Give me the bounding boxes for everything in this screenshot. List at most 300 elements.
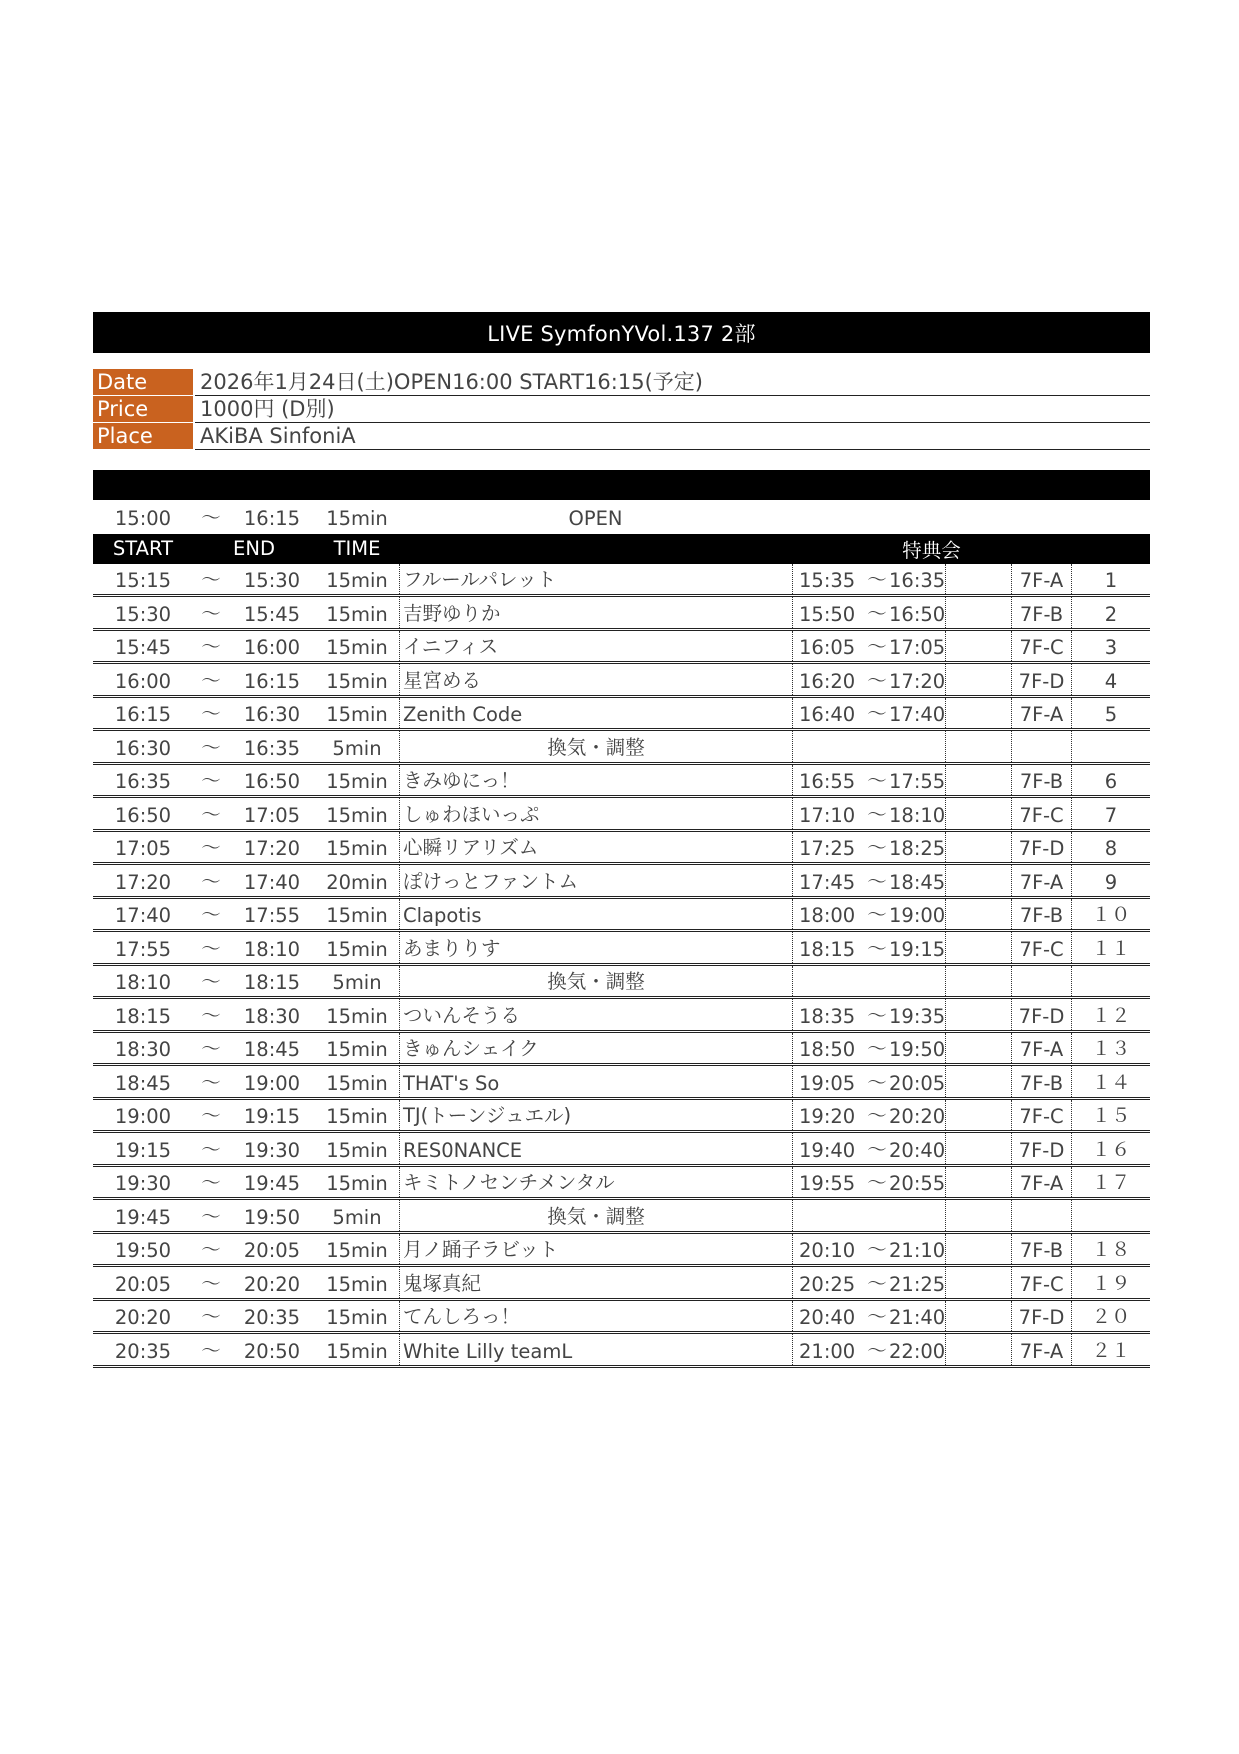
- open-row: [93, 500, 1150, 531]
- row-tokuten-end: 21:25: [889, 1272, 945, 1296]
- row-duration: 15min: [326, 837, 388, 860]
- row-gap: [945, 1066, 1011, 1097]
- row-start: 20:05: [114, 1272, 172, 1296]
- row-number: 5: [1071, 698, 1150, 729]
- row-tokuten-start: 16:20: [792, 664, 865, 695]
- row-tokuten-end: 17:20: [889, 669, 945, 693]
- row-start: 19:50: [114, 1239, 172, 1262]
- row-tokuten-tilde: [865, 1200, 889, 1231]
- row-gap: [945, 999, 1011, 1030]
- performer-name: ついんそうる: [399, 999, 792, 1030]
- row-duration: 5min: [332, 971, 382, 994]
- row-tilde: 〜: [201, 1003, 221, 1027]
- row-number: １９: [1071, 1267, 1150, 1298]
- performer-name: 心瞬リアリズム: [399, 832, 792, 863]
- performer-name: 月ノ踊子ラビット: [399, 1234, 792, 1265]
- row-tokuten-start: 16:40: [792, 698, 865, 729]
- row-tokuten-end: 17:40: [889, 703, 945, 726]
- row-room: 7F-D: [1011, 1133, 1071, 1164]
- row-number: １０: [1071, 899, 1150, 930]
- row-tokuten-tilde: 〜: [867, 1338, 887, 1362]
- table-row: [93, 765, 1150, 799]
- performer-name: 吉野ゆりか: [399, 597, 792, 628]
- row-tokuten-tilde: 〜: [867, 769, 887, 792]
- table-row: [93, 1267, 1150, 1301]
- row-duration: 5min: [332, 736, 382, 760]
- row-room: 7F-C: [1011, 631, 1071, 662]
- row-end: 18:15: [243, 971, 301, 994]
- row-tokuten-start: 15:50: [792, 597, 865, 628]
- row-end: 19:00: [243, 1071, 301, 1095]
- row-tilde: 〜: [201, 1104, 221, 1127]
- row-tokuten-tilde: 〜: [867, 1171, 887, 1194]
- info-row-date: [93, 369, 1150, 396]
- row-tokuten-tilde: 〜: [867, 668, 887, 692]
- table-row: [93, 1033, 1150, 1067]
- row-number: ２０: [1071, 1301, 1150, 1332]
- row-start: 16:00: [114, 669, 172, 693]
- row-tokuten-end: 17:05: [889, 636, 945, 659]
- row-duration: 20min: [326, 870, 388, 894]
- row-end: 19:50: [243, 1205, 301, 1229]
- row-start: 16:50: [114, 803, 172, 827]
- row-tokuten-start: [792, 1200, 865, 1231]
- row-duration: 15min: [326, 602, 388, 626]
- performer-name: ぽけっとファントム: [399, 865, 792, 896]
- row-tokuten-end: 16:35: [889, 569, 945, 592]
- row-tokuten-end: 20:40: [889, 1138, 945, 1162]
- row-number: １１: [1071, 932, 1150, 963]
- row-room: [1011, 1200, 1071, 1231]
- row-room: 7F-D: [1011, 1301, 1071, 1332]
- row-tokuten-start: 15:35: [792, 564, 865, 595]
- row-tokuten-end: 19:35: [889, 1004, 945, 1028]
- row-gap: [945, 597, 1011, 628]
- table-row: [93, 1234, 1150, 1268]
- table-row: [93, 664, 1150, 698]
- row-number: [1071, 731, 1150, 762]
- row-tilde: 〜: [201, 668, 221, 692]
- row-start: 18:10: [114, 971, 172, 994]
- row-duration: 15min: [326, 669, 388, 693]
- row-gap: [945, 832, 1011, 863]
- row-number: 9: [1071, 865, 1150, 896]
- row-room: 7F-D: [1011, 999, 1071, 1030]
- row-tokuten-tilde: 〜: [867, 903, 887, 926]
- row-room: 7F-D: [1011, 832, 1071, 863]
- row-duration: 15min: [326, 636, 388, 659]
- row-tokuten-end: 20:20: [889, 1105, 945, 1128]
- row-number: [1071, 966, 1150, 997]
- row-gap: [945, 899, 1011, 930]
- row-room: 7F-C: [1011, 1267, 1071, 1298]
- row-end: 19:30: [243, 1138, 301, 1162]
- row-tokuten-start: 18:50: [792, 1033, 865, 1064]
- performer-name: 星宮める: [399, 664, 792, 695]
- row-gap: [945, 932, 1011, 963]
- row-tokuten-tilde: [865, 966, 889, 997]
- row-tokuten-start: 19:55: [792, 1167, 865, 1198]
- row-room: 7F-A: [1011, 564, 1071, 595]
- row-room: 7F-B: [1011, 765, 1071, 796]
- table-row: [93, 1133, 1150, 1167]
- row-tilde: 〜: [201, 1137, 221, 1161]
- row-tokuten-end: 20:05: [889, 1071, 945, 1095]
- row-tokuten-end: 21:10: [889, 1239, 945, 1262]
- row-tokuten-tilde: 〜: [867, 568, 887, 591]
- row-duration: 15min: [326, 1306, 388, 1329]
- row-end: 15:30: [243, 569, 301, 592]
- row-gap: [945, 765, 1011, 796]
- row-tilde: 〜: [201, 903, 221, 926]
- row-start: 18:30: [114, 1038, 172, 1061]
- header-spacer: [399, 534, 792, 564]
- info-value: 2026年1月24日(土)OPEN16:00 START16:15(予定): [195, 369, 1150, 396]
- row-room: 7F-B: [1011, 899, 1071, 930]
- row-duration: 15min: [326, 1071, 388, 1095]
- info-value: AKiBA SinfoniA: [195, 423, 1150, 450]
- table-row: [93, 1301, 1150, 1335]
- row-number: 3: [1071, 631, 1150, 662]
- table-row: [93, 564, 1150, 598]
- row-gap: [945, 731, 1011, 762]
- row-room: 7F-C: [1011, 1100, 1071, 1131]
- row-duration: 15min: [326, 904, 388, 927]
- row-number: 1: [1071, 564, 1150, 595]
- open-label: OPEN: [568, 506, 623, 530]
- performer-name: 鬼塚真紀: [399, 1267, 792, 1298]
- row-duration: 15min: [326, 1105, 388, 1128]
- row-tilde: 〜: [201, 1271, 221, 1295]
- open-tilde: 〜: [201, 505, 221, 529]
- row-tokuten-start: 18:00: [792, 899, 865, 930]
- performer-name: きみゆにっ！: [399, 765, 792, 796]
- row-tokuten-tilde: 〜: [867, 1070, 887, 1094]
- row-tokuten-start: [792, 731, 865, 762]
- row-number: １７: [1071, 1167, 1150, 1198]
- table-row: [93, 832, 1150, 866]
- row-end: 18:30: [243, 1004, 301, 1028]
- row-end: 17:40: [243, 870, 301, 894]
- row-tokuten-tilde: 〜: [867, 1037, 887, 1060]
- row-number: ２１: [1071, 1334, 1150, 1365]
- row-tilde: 〜: [201, 1070, 221, 1094]
- row-start: 18:45: [114, 1071, 172, 1095]
- break-row: [93, 966, 1150, 1000]
- row-tokuten-tilde: 〜: [867, 836, 887, 859]
- row-number: 2: [1071, 597, 1150, 628]
- row-tokuten-end: 19:00: [889, 904, 945, 927]
- row-tokuten-start: 20:10: [792, 1234, 865, 1265]
- row-start: 18:15: [114, 1004, 172, 1028]
- row-number: 6: [1071, 765, 1150, 796]
- row-end: 20:05: [243, 1239, 301, 1262]
- timetable-document: [93, 312, 1150, 1368]
- row-end: 16:15: [243, 669, 301, 693]
- row-end: 16:30: [243, 703, 301, 726]
- break-label: 換気・調整: [399, 966, 792, 997]
- row-tokuten-tilde: 〜: [867, 601, 887, 625]
- row-duration: 15min: [326, 1138, 388, 1162]
- row-start: 17:40: [114, 904, 172, 927]
- row-end: 19:15: [243, 1105, 301, 1128]
- header-end: END: [233, 537, 275, 560]
- row-tokuten-tilde: 〜: [867, 1305, 887, 1328]
- row-start: 19:15: [114, 1138, 172, 1162]
- row-tokuten-tilde: 〜: [867, 802, 887, 826]
- row-tokuten-end: 21:40: [889, 1306, 945, 1329]
- row-room: 7F-A: [1011, 1334, 1071, 1365]
- break-row: [93, 731, 1150, 765]
- row-tilde: 〜: [201, 1171, 221, 1194]
- row-end: 19:45: [243, 1172, 301, 1195]
- row-start: 16:15: [114, 703, 172, 726]
- row-tilde: 〜: [201, 702, 221, 725]
- row-duration: 15min: [326, 1239, 388, 1262]
- row-tilde: 〜: [201, 568, 221, 591]
- row-tokuten-end: 18:25: [889, 837, 945, 860]
- row-tokuten-start: 19:20: [792, 1100, 865, 1131]
- row-start: 19:30: [114, 1172, 172, 1195]
- info-row-place: [93, 423, 1150, 450]
- row-tilde: 〜: [201, 1305, 221, 1328]
- row-tilde: 〜: [201, 1238, 221, 1261]
- performer-name: イニフィス: [399, 631, 792, 662]
- row-gap: [945, 1234, 1011, 1265]
- row-gap: [945, 798, 1011, 829]
- table-row: [93, 932, 1150, 966]
- row-gap: [945, 1167, 1011, 1198]
- header-start: START: [112, 537, 174, 560]
- row-tokuten-tilde: 〜: [867, 702, 887, 725]
- performer-name: てんしろっ！: [399, 1301, 792, 1332]
- table-row: [93, 899, 1150, 933]
- row-tokuten-end: 16:50: [889, 602, 945, 626]
- row-tokuten-tilde: [865, 731, 889, 762]
- table-row: [93, 698, 1150, 732]
- row-room: 7F-A: [1011, 865, 1071, 896]
- row-gap: [945, 1200, 1011, 1231]
- row-room: [1011, 731, 1071, 762]
- table-row: [93, 999, 1150, 1033]
- row-room: 7F-C: [1011, 932, 1071, 963]
- row-end: 17:20: [243, 837, 301, 860]
- row-start: 19:45: [114, 1205, 172, 1229]
- row-tokuten-start: 19:40: [792, 1133, 865, 1164]
- row-room: 7F-D: [1011, 664, 1071, 695]
- info-label: Price: [93, 396, 193, 423]
- row-tokuten-end: 22:00: [889, 1339, 945, 1363]
- table-row: [93, 1066, 1150, 1100]
- row-tokuten-start: 20:25: [792, 1267, 865, 1298]
- row-tokuten-start: 17:10: [792, 798, 865, 829]
- info-label: Place: [93, 423, 193, 450]
- row-start: 20:20: [114, 1306, 172, 1329]
- row-gap: [945, 1100, 1011, 1131]
- row-number: １３: [1071, 1033, 1150, 1064]
- row-tokuten-start: 16:55: [792, 765, 865, 796]
- row-gap: [945, 1301, 1011, 1332]
- performer-name: White Lilly teamL: [399, 1334, 792, 1365]
- header-tokuten: 特典会: [902, 538, 961, 562]
- row-start: 17:55: [114, 937, 172, 961]
- row-tokuten-tilde: 〜: [867, 1137, 887, 1161]
- performer-name: Zenith Code: [399, 698, 792, 729]
- section-divider: [93, 470, 1150, 500]
- row-end: 20:50: [243, 1339, 301, 1363]
- row-start: 20:35: [114, 1339, 172, 1363]
- row-tokuten-end: 20:55: [889, 1172, 945, 1195]
- break-label: 換気・調整: [399, 1200, 792, 1231]
- row-tilde: 〜: [201, 735, 221, 759]
- event-info: [93, 369, 1150, 450]
- row-end: 16:50: [243, 770, 301, 793]
- row-room: 7F-C: [1011, 798, 1071, 829]
- row-duration: 15min: [326, 770, 388, 793]
- info-row-price: [93, 396, 1150, 423]
- performer-name: Clapotis: [399, 899, 792, 930]
- row-tokuten-tilde: 〜: [867, 869, 887, 893]
- row-duration: 15min: [326, 1038, 388, 1061]
- row-room: 7F-B: [1011, 1234, 1071, 1265]
- row-tilde: 〜: [201, 1037, 221, 1060]
- row-tokuten-end: [889, 966, 945, 997]
- row-number: １５: [1071, 1100, 1150, 1131]
- table-row: [93, 1334, 1150, 1368]
- row-tokuten-tilde: 〜: [867, 1271, 887, 1295]
- performer-name: THAT's So: [399, 1066, 792, 1097]
- row-tilde: 〜: [201, 836, 221, 859]
- row-tilde: 〜: [201, 1204, 221, 1228]
- row-gap: [945, 865, 1011, 896]
- row-number: １８: [1071, 1234, 1150, 1265]
- row-tokuten-end: 19:50: [889, 1038, 945, 1061]
- row-tokuten-tilde: 〜: [867, 1003, 887, 1027]
- info-label: Date: [93, 369, 193, 396]
- row-tokuten-end: [889, 731, 945, 762]
- header-time: TIME: [333, 537, 381, 560]
- row-gap: [945, 1033, 1011, 1064]
- row-tokuten-start: 19:05: [792, 1066, 865, 1097]
- row-end: 18:45: [243, 1038, 301, 1061]
- performer-name: RES0NANCE: [399, 1133, 792, 1164]
- row-tilde: 〜: [201, 970, 221, 993]
- row-room: [1011, 966, 1071, 997]
- row-tokuten-start: 17:45: [792, 865, 865, 896]
- row-start: 16:30: [114, 736, 172, 760]
- row-room: 7F-A: [1011, 698, 1071, 729]
- table-row: [93, 865, 1150, 899]
- table-row: [93, 1167, 1150, 1201]
- table-row: [93, 798, 1150, 832]
- event-title: LIVE SymfonYVol.137 2部: [93, 312, 1150, 353]
- row-end: 18:10: [243, 937, 301, 961]
- row-duration: 15min: [326, 703, 388, 726]
- row-number: １２: [1071, 999, 1150, 1030]
- row-start: 17:20: [114, 870, 172, 894]
- row-tokuten-end: 17:55: [889, 770, 945, 793]
- row-end: 16:35: [243, 736, 301, 760]
- table-header: [93, 534, 1150, 564]
- row-gap: [945, 564, 1011, 595]
- row-tokuten-end: 19:15: [889, 937, 945, 961]
- table-row: [93, 1100, 1150, 1134]
- row-duration: 15min: [326, 1339, 388, 1363]
- row-end: 16:00: [243, 636, 301, 659]
- row-number: 4: [1071, 664, 1150, 695]
- row-gap: [945, 631, 1011, 662]
- row-tokuten-start: 18:35: [792, 999, 865, 1030]
- row-tokuten-tilde: 〜: [867, 1238, 887, 1261]
- performer-name: フルールパレット: [399, 564, 792, 595]
- row-start: 15:45: [114, 636, 172, 659]
- row-tilde: 〜: [201, 936, 221, 960]
- row-tilde: 〜: [201, 869, 221, 893]
- row-tilde: 〜: [201, 1338, 221, 1362]
- row-room: 7F-A: [1011, 1033, 1071, 1064]
- row-duration: 5min: [332, 1205, 382, 1229]
- row-tokuten-start: 21:00: [792, 1334, 865, 1365]
- row-start: 16:35: [114, 770, 172, 793]
- row-tokuten-start: 20:40: [792, 1301, 865, 1332]
- open-start: 15:00: [114, 506, 172, 530]
- row-start: 19:00: [114, 1105, 172, 1128]
- row-tilde: 〜: [201, 635, 221, 658]
- row-number: １６: [1071, 1133, 1150, 1164]
- row-end: 17:05: [243, 803, 301, 827]
- row-end: 17:55: [243, 904, 301, 927]
- row-room: 7F-B: [1011, 1066, 1071, 1097]
- row-duration: 15min: [326, 569, 388, 592]
- open-end: 16:15: [243, 506, 301, 530]
- row-tokuten-start: [792, 966, 865, 997]
- break-row: [93, 1200, 1150, 1234]
- row-room: 7F-B: [1011, 597, 1071, 628]
- row-tokuten-tilde: 〜: [867, 936, 887, 960]
- row-number: １４: [1071, 1066, 1150, 1097]
- row-number: 8: [1071, 832, 1150, 863]
- row-gap: [945, 698, 1011, 729]
- row-number: [1071, 1200, 1150, 1231]
- table-row: [93, 597, 1150, 631]
- row-start: 15:15: [114, 569, 172, 592]
- row-tilde: 〜: [201, 802, 221, 826]
- performer-name: しゅわほいっぷ: [399, 798, 792, 829]
- row-tokuten-end: 18:45: [889, 870, 945, 894]
- row-number: 7: [1071, 798, 1150, 829]
- row-duration: 15min: [326, 803, 388, 827]
- row-end: 20:20: [243, 1272, 301, 1296]
- row-start: 17:05: [114, 837, 172, 860]
- schedule-rows: [93, 564, 1150, 1368]
- row-gap: [945, 664, 1011, 695]
- row-start: 15:30: [114, 602, 172, 626]
- row-tilde: 〜: [201, 601, 221, 625]
- row-tokuten-tilde: 〜: [867, 1104, 887, 1127]
- row-tokuten-end: 18:10: [889, 803, 945, 827]
- row-duration: 15min: [326, 1172, 388, 1195]
- row-room: 7F-A: [1011, 1167, 1071, 1198]
- row-gap: [945, 1334, 1011, 1365]
- row-end: 20:35: [243, 1306, 301, 1329]
- row-tokuten-end: [889, 1200, 945, 1231]
- row-gap: [945, 1133, 1011, 1164]
- row-duration: 15min: [326, 1004, 388, 1028]
- row-tilde: 〜: [201, 769, 221, 792]
- row-gap: [945, 1267, 1011, 1298]
- performer-name: キミトノセンチメンタル: [399, 1167, 792, 1198]
- performer-name: TJ(トーンジュエル): [399, 1100, 792, 1131]
